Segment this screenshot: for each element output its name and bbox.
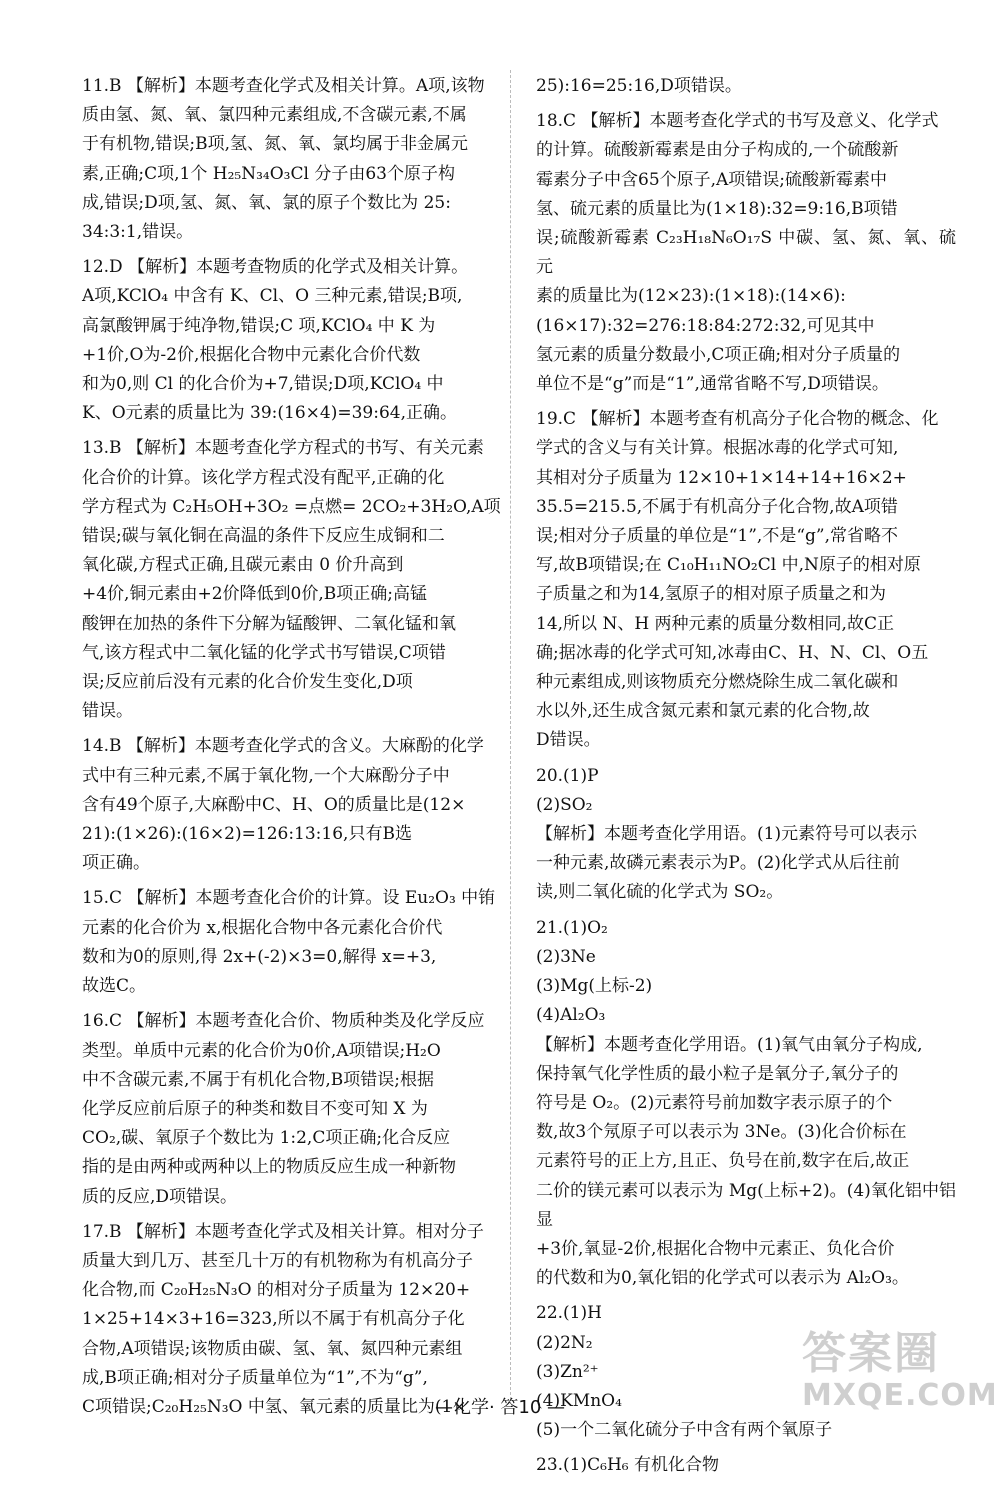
text-line: 35.5=215.5,不属于有机高分子化合物,故A项错: [536, 496, 898, 517]
text-line: (3)Mg(上标-2): [536, 976, 653, 997]
text-line: 学式的含义与有关计算。根据冰毒的化学式可知,: [536, 438, 899, 459]
text-line: 指的是由两种或两种以上的物质反应生成一种新物: [82, 1157, 456, 1178]
column-divider: [510, 70, 511, 1400]
text-line: 1×25+14×3+16=323,所以不属于有机高分子化: [82, 1309, 465, 1330]
text-line: 错误;碳与氧化铜在高温的条件下反应生成铜和二: [82, 526, 445, 547]
watermark-logo: [802, 1328, 998, 1424]
text-line: 于有机物,错误;B项,氢、氮、氧、氯均属于非金属元: [82, 134, 469, 155]
answer-paragraph: [536, 1451, 956, 1480]
answer-paragraph: [82, 732, 530, 878]
text-line: 其相对分子质量为 12×10+1×14+14+16×2+: [536, 467, 907, 488]
answer-paragraph: [82, 253, 530, 428]
answer-paragraph: [536, 762, 956, 908]
text-line: 化学反应前后原子的种类和数目不变可知 X 为: [82, 1098, 428, 1119]
text-line: 的代数和为0,氧化铝的化学式可以表示为 Al₂O₃。: [536, 1268, 909, 1289]
text-line: 类型。单质中元素的化合价为0价,A项错误;H₂O: [82, 1040, 441, 1061]
text-line: 单位不是“g”而是“1”,通常省略不写,D项错误。: [536, 374, 889, 395]
text-line: 元素符号的正上方,且正、负号在前,数字在后,故正: [536, 1151, 910, 1172]
text-line: 成,错误;D项,氢、氮、氧、氯的原子个数比为 25:: [82, 192, 451, 213]
text-line: 19.C 【解析】本题考查有机高分子化合物的概念、化: [536, 409, 939, 430]
text-line: 合物,A项错误;该物质由碳、氢、氧、氮四种元素组: [82, 1338, 463, 1359]
text-line: 成,B项正确;相对分子质量单位为“1”,不为“g”,: [82, 1367, 428, 1388]
text-line: 素的质量比为(12×23):(1×18):(14×6):: [536, 286, 846, 307]
text-line: 错误。: [82, 701, 133, 722]
text-line: 【解析】本题考查化学用语。(1)氧气由氧分子构成,: [536, 1034, 923, 1055]
text-line: 式中有三种元素,不属于氧化物,一个大麻酚分子中: [82, 765, 450, 786]
page-footer: —化学· 答10 —: [434, 1397, 566, 1418]
text-line: 11.B 【解析】本题考查化学式及相关计算。A项,该物: [82, 76, 485, 96]
text-line: 含有49个原子,大麻酚中C、H、O的质量比是(12×: [82, 794, 466, 815]
text-line: 种元素组成,则该物质充分燃烧除生成二氧化碳和: [536, 672, 899, 693]
text-line: 氢、硫元素的质量比为(1×18):32=9:16,B项错: [536, 198, 898, 219]
text-line: C项错误;C₂₀H₂₅N₃O 中氢、氧元素的质量比为(1×: [82, 1396, 467, 1417]
text-line: 误;相对分子质量的单位是“1”,不是“g”,常省略不: [536, 526, 898, 547]
text-line: 34:3:1,错误。: [82, 222, 194, 243]
text-line: 14.B 【解析】本题考查化学式的含义。大麻酚的化学: [82, 736, 484, 757]
text-line: 气,该方程式中二氧化锰的化学式书写错误,C项错: [82, 642, 446, 663]
text-line: 氢元素的质量分数最小,C项正确;相对分子质量的: [536, 344, 901, 365]
text-line: 质量大到几万、甚至几十万的有机物称为有机高分子: [82, 1250, 473, 1271]
text-line: 误;硫酸新霉素 C₂₃H₁₈N₆O₁₇S 中碳、氢、氮、氧、硫元: [536, 228, 956, 278]
answer-paragraph: [536, 405, 956, 755]
text-line: +3价,氧显-2价,根据化合物中元素正、负化合价: [536, 1238, 895, 1259]
text-line: 21):(1×26):(16×2)=126:13:16,只有B选: [82, 824, 412, 845]
text-line: 项正确。: [82, 853, 150, 874]
answer-paragraph: [536, 914, 956, 1294]
text-line: 和为0,则 Cl 的化合价为+7,错误;D项,KClO₄ 中: [82, 374, 444, 395]
text-line: 14,所以 N、H 两种元素的质量分数相同,故C正: [536, 613, 894, 634]
text-line: K、O元素的质量比为 39:(16×4)=39:64,正确。: [82, 403, 457, 424]
text-line: (2)2N₂: [536, 1332, 593, 1353]
text-line: 一种元素,故磷元素表示为P。(2)化学式从后往前: [536, 853, 900, 874]
text-line: (2)SO₂: [536, 794, 593, 815]
text-line: 素,正确;C项,1个 H₂₅N₃₄O₃Cl 分子由63个原子构: [82, 163, 455, 184]
right-column: [536, 72, 956, 1487]
text-line: +4价,铜元素由+2价降低到0价,B项正确;高锰: [82, 584, 427, 605]
text-line: CO₂,碳、氧原子个数比为 1:2,C项正确;化合反应: [82, 1128, 451, 1149]
text-line: 质由氢、氮、氧、氯四种元素组成,不含碳元素,不属: [82, 105, 467, 126]
text-line: 误;反应前后没有元素的化合价发生变化,D项: [82, 672, 413, 693]
text-line: 故选C。: [82, 976, 147, 997]
text-line: 二价的镁元素可以表示为 Mg(上标+2)。(4)氧化铝中铝显: [536, 1180, 956, 1230]
text-line: 高氯酸钾属于纯净物,错误;C 项,KClO₄ 中 K 为: [82, 315, 436, 336]
text-line: 21.(1)O₂: [536, 917, 608, 938]
text-line: 16.C 【解析】本题考查化合价、物质种类及化学反应: [82, 1011, 485, 1032]
text-line: D错误。: [536, 730, 601, 751]
text-line: (4)KMnO₄: [536, 1390, 622, 1411]
text-line: 15.C 【解析】本题考查化合价的计算。设 Eu₂O₃ 中铕: [82, 888, 496, 909]
text-line: (5)一个二氧化硫分子中含有两个氧原子: [536, 1420, 833, 1441]
text-line: 氧化碳,方程式正确,且碳元素由 0 价升高到: [82, 555, 404, 576]
answer-paragraph: [82, 884, 530, 1001]
text-line: 符号是 O₂。(2)元素符号前加数字表示原子的个: [536, 1092, 893, 1113]
text-line: 读,则二氧化硫的化学式为 SO₂。: [536, 882, 784, 903]
text-line: 25):16=25:16,D项错误。: [536, 76, 742, 96]
text-line: 酸钾在加热的条件下分解为锰酸钾、二氧化锰和氧: [82, 613, 456, 634]
text-line: 20.(1)P: [536, 765, 599, 786]
watermark-top-text: 答案圈: [802, 1328, 940, 1379]
text-line: 确;据冰毒的化学式可知,冰毒由C、H、N、Cl、O五: [536, 642, 929, 663]
text-line: 13.B 【解析】本题考查化学方程式的书写、有关元素: [82, 438, 484, 459]
left-column: [82, 72, 530, 1428]
text-line: 12.D 【解析】本题考查物质的化学式及相关计算。: [82, 257, 469, 278]
answer-paragraph: [536, 107, 956, 399]
text-line: 数和为0的原则,得 2x+(-2)×3=0,解得 x=+3,: [82, 946, 437, 967]
text-line: A项,KClO₄ 中含有 K、Cl、O 三种元素,错误;B项,: [82, 286, 463, 307]
text-line: (4)Al₂O₃: [536, 1005, 606, 1026]
text-line: (16×17):32=276:18:84:272:32,可见其中: [536, 315, 875, 336]
answer-paragraph: [536, 72, 956, 101]
text-line: 的计算。硫酸新霉素是由分子构成的,一个硫酸新: [536, 140, 899, 161]
text-line: 子质量之和为14,氢原子的相对原子质量之和为: [536, 584, 887, 605]
text-line: 写,故B项错误;在 C₁₀H₁₁NO₂Cl 中,N原子的相对原: [536, 555, 921, 576]
text-line: 中不含碳元素,不属于有机化合物,B项错误;根据: [82, 1069, 435, 1090]
text-line: 22.(1)H: [536, 1303, 602, 1324]
answer-paragraph: [82, 1218, 530, 1422]
text-line: 水以外,还生成含氮元素和氯元素的化合物,故: [536, 701, 870, 722]
text-line: (3)Zn²⁺: [536, 1361, 599, 1382]
text-line: 【解析】本题考查化学用语。(1)元素符号可以表示: [536, 824, 918, 845]
watermark-bottom-text: MXQE.COM: [802, 1378, 998, 1413]
text-line: 17.B 【解析】本题考查化学式及相关计算。相对分子: [82, 1221, 484, 1242]
text-line: 化合物,而 C₂₀H₂₅N₃O 的相对分子质量为 12×20+: [82, 1280, 471, 1301]
answer-paragraph: [82, 434, 530, 726]
text-line: +1价,O为-2价,根据化合物中元素化合价代数: [82, 344, 421, 365]
text-line: 学方程式为 C₂H₅OH+3O₂ =点燃= 2CO₂+3H₂O,A项: [82, 496, 501, 517]
answer-paragraph: [82, 72, 530, 247]
text-line: 23.(1)C₆H₆ 有机化合物: [536, 1455, 719, 1476]
text-line: 霉素分子中含65个原子,A项错误;硫酸新霉素中: [536, 169, 888, 190]
answer-paragraph: [82, 1007, 530, 1211]
text-line: 保持氧气化学性质的最小粒子是氧分子,氧分子的: [536, 1063, 899, 1084]
text-line: 元素的化合价为 x,根据化合物中各元素化合价代: [82, 917, 443, 938]
text-line: (2)3Ne: [536, 946, 596, 967]
text-line: 化合价的计算。该化学方程式没有配平,正确的化: [82, 467, 445, 488]
text-line: 18.C 【解析】本题考查化学式的书写及意义、化学式: [536, 111, 939, 132]
text-line: 数,故3个氖原子可以表示为 3Ne。(3)化合价标在: [536, 1122, 907, 1143]
text-line: 质的反应,D项错误。: [82, 1186, 238, 1207]
